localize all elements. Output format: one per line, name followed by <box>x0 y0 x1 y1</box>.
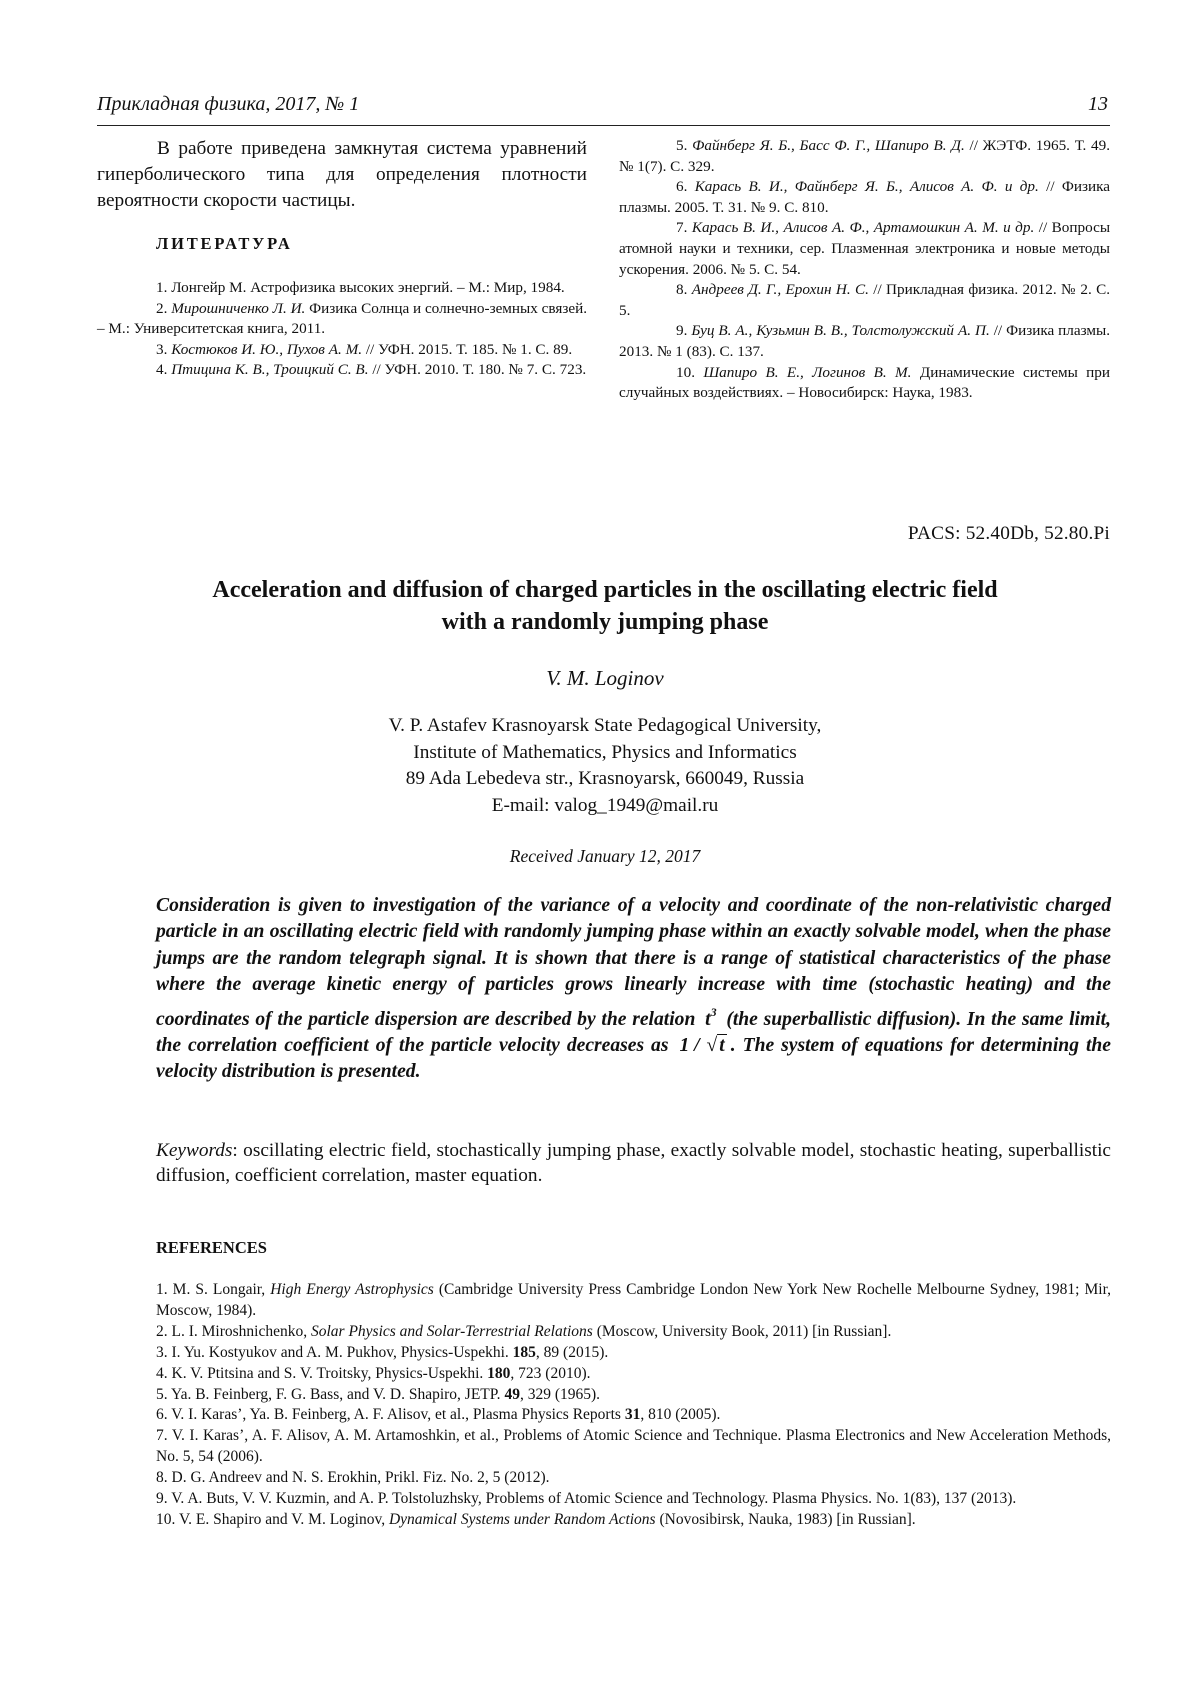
reference-item <box>619 218 1110 280</box>
reference-authors: Файнберг Я. Б., Басс Ф. Г., Шапиро В. Д. <box>692 137 965 154</box>
reference-item <box>97 278 587 299</box>
sqrt-icon: √ <box>707 1035 718 1056</box>
reference-item <box>619 363 1110 404</box>
reference-item <box>156 1385 1111 1406</box>
reference-authors: Карась В. И., Файнберг Я. Б., Алисов А. Ф. и др. <box>695 178 1039 195</box>
affiliation-line: 89 Ada Lebedeva str., Krasnoyarsk, 660049, Russia <box>100 766 1110 793</box>
reference-text: (Moscow, University Book, 2011) [in Russian]. <box>593 1323 892 1340</box>
reference-text: // Физика плазмы. 2013. № 1 (83). С. 137. <box>619 322 1110 360</box>
reference-text: , 723 (2010). <box>510 1365 590 1382</box>
reference-text: // УФН. 2010. Т. 180. № 7. С. 723. <box>372 361 586 378</box>
abstract-text: (the superballistic diffusion). In the same limit, the correlation coefficient of the particle velocity decreases as <box>156 1009 1111 1056</box>
page-number: 13 <box>1088 93 1108 116</box>
reference-volume: 31 <box>625 1406 641 1423</box>
affiliation-line: Institute of Mathematics, Physics and Informatics <box>100 740 1110 767</box>
reference-item <box>619 136 1110 177</box>
reference-text: D. G. Andreev and N. S. Erokhin, Prikl. Fiz. No. 2, 5 (2012). <box>172 1469 550 1486</box>
reference-text: V. I. Karas’, Ya. B. Feinberg, A. F. Alisov, et al., Plasma Physics Reports <box>171 1406 625 1423</box>
reference-number: 6. <box>676 178 687 195</box>
reference-number: 8. <box>156 1468 168 1489</box>
reference-text: K. V. Ptitsina and S. V. Troitsky, Physics-Uspekhi. <box>172 1365 488 1382</box>
references-heading: REFERENCES <box>156 1238 267 1258</box>
reference-text: // Вопросы атомной науки и техники, сер. Плазменная электроника и новые методы ускорения. 2006. № 5. С. 54. <box>619 219 1110 277</box>
reference-text: L. I. Miroshnichenko, <box>172 1323 311 1340</box>
keywords-label: Keywords <box>156 1140 232 1161</box>
reference-volume: 49 <box>504 1386 520 1403</box>
abstract <box>156 893 1111 1086</box>
reference-text: , 810 (2005). <box>640 1406 720 1423</box>
reference-text: Лонгейр М. Астрофизика высоких энергий. – М.: Мир, 1984. <box>171 279 565 296</box>
reference-number: 2. <box>156 300 167 317</box>
reference-item <box>156 1510 1111 1531</box>
reference-text: // Прикладная физика. 2012. № 2. С. 5. <box>619 281 1110 319</box>
reference-text: // УФН. 2015. Т. 185. № 1. С. 89. <box>366 341 572 358</box>
reference-item <box>156 1468 1111 1489</box>
formula-inverse-sqrt-t: 1 / √ t <box>679 1033 726 1059</box>
reference-item <box>156 1322 1111 1343</box>
reference-text: M. S. Longair, <box>173 1281 271 1298</box>
reference-number: 10. <box>156 1510 175 1531</box>
reference-number: 9. <box>156 1489 168 1510</box>
reference-text: , 89 (2015). <box>536 1344 608 1361</box>
reference-number: 1. <box>156 1280 168 1301</box>
reference-text: , 329 (1965). <box>520 1386 600 1403</box>
journal-title: Прикладная физика, 2017, № 1 <box>97 93 359 116</box>
journal-page <box>0 0 1200 1698</box>
reference-title: Solar Physics and Solar-Terrestrial Relations <box>311 1323 593 1340</box>
reference-volume: 180 <box>487 1365 510 1382</box>
keywords-text: : oscillating electric field, stochastically jumping phase, exactly solvable model, stochastic heating, superballistic diffusion, coefficient correlation, master equation. <box>156 1140 1111 1186</box>
reference-item <box>156 1489 1111 1510</box>
abstract-text: . The system of equations for determining the velocity distribution is presented. <box>156 1035 1111 1082</box>
reference-text: I. Yu. Kostyukov and A. M. Pukhov, Physics-Uspekhi. <box>172 1344 513 1361</box>
reference-authors: Буц В. А., Кузьмин В. В., Толстолужский А. П. <box>691 322 989 339</box>
reference-authors: Птицина К. В., Троицкий С. В. <box>171 361 368 378</box>
reference-authors: Мирошниченко Л. И. <box>171 300 305 317</box>
reference-number: 5. <box>156 1385 168 1406</box>
author-affiliation <box>100 713 1110 819</box>
reference-item <box>156 1343 1111 1364</box>
reference-text: (Cambridge University Press Cambridge London New York New Rochelle Melbourne Sydney, 1981; Mir, Moscow, 1984). <box>156 1281 1111 1319</box>
reference-volume: 185 <box>513 1344 536 1361</box>
reference-number: 7. <box>676 219 687 236</box>
title-line: Acceleration and diffusion of charged particles in the oscillating electric field <box>100 574 1110 606</box>
reference-number: 4. <box>156 1364 168 1385</box>
reference-text: // ЖЭТФ. 1965. Т. 49. № 1(7). С. 329. <box>619 137 1110 175</box>
reference-text: Ya. B. Feinberg, F. G. Bass, and V. D. Shapiro, JETP. <box>171 1386 505 1403</box>
reference-item <box>619 280 1110 321</box>
reference-number: 10. <box>676 364 695 381</box>
reference-item <box>97 299 587 340</box>
reference-authors: Костюков И. Ю., Пухов А. М. <box>171 341 362 358</box>
reference-item <box>156 1280 1111 1322</box>
reference-number: 6. <box>156 1405 168 1426</box>
received-date: Received January 12, 2017 <box>100 846 1110 867</box>
reference-item <box>619 177 1110 218</box>
reference-list <box>156 1280 1111 1531</box>
reference-text: Физика Солнца и солнечно-земных связей. – М.: Университетская книга, 2011. <box>97 300 587 338</box>
reference-number: 3. <box>156 341 167 358</box>
closing-paragraph: В работе приведена замкнутая система уравнений гиперболического типа для определения плотности вероятности скорости частицы. <box>97 136 587 214</box>
article-title <box>100 574 1110 638</box>
reference-number: 3. <box>156 1343 168 1364</box>
reference-number: 9. <box>676 322 687 339</box>
reference-number: 8. <box>676 281 687 298</box>
author-name: V. M. Loginov <box>100 666 1110 691</box>
reference-text: V. E. Shapiro and V. M. Loginov, <box>179 1511 389 1528</box>
reference-item <box>97 360 587 381</box>
russian-reference-list-continued <box>619 136 1110 404</box>
reference-number: 1. <box>156 279 167 296</box>
running-header <box>97 93 1110 126</box>
reference-number: 2. <box>156 1322 168 1343</box>
reference-item <box>97 340 587 361</box>
reference-text: Динамические системы при случайных воздействиях. – Новосибирск: Наука, 1983. <box>619 364 1110 402</box>
reference-text: (Novosibirsk, Nauka, 1983) [in Russian]. <box>656 1511 916 1528</box>
reference-number: 5. <box>676 137 687 154</box>
reference-text: // Физика плазмы. 2005. Т. 31. № 9. С. 810. <box>619 178 1110 216</box>
reference-item <box>619 321 1110 362</box>
russian-reference-list <box>97 278 587 381</box>
reference-item <box>156 1364 1111 1385</box>
literature-heading: ЛИТЕРАТУРА <box>156 234 587 260</box>
reference-title: Dynamical Systems under Random Actions <box>389 1511 656 1528</box>
reference-text: V. I. Karas’, A. F. Alisov, A. M. Artamoshkin, et al., Problems of Atomic Science and Technique. Plasma Electronics and New Acceleration Methods, No. 5, 54 (2006). <box>156 1427 1111 1465</box>
reference-item <box>156 1405 1111 1426</box>
reference-number: 7. <box>156 1426 168 1447</box>
reference-text: V. A. Buts, V. V. Kuzmin, and A. P. Tolstoluzhsky, Problems of Atomic Science and Technology. Plasma Physics. No. 1(83), 137 (2013). <box>171 1490 1016 1507</box>
reference-number: 4. <box>156 361 167 378</box>
reference-title: High Energy Astrophysics <box>270 1281 434 1298</box>
affiliation-line: V. P. Astafev Krasnoyarsk State Pedagogical University, <box>100 713 1110 740</box>
formula-t-cubed: t3 <box>705 999 716 1033</box>
right-column <box>619 136 1110 404</box>
left-column <box>97 136 587 381</box>
reference-authors: Карась В. И., Алисов А. Ф., Артамошкин А. М. и др. <box>692 219 1034 236</box>
reference-item <box>156 1426 1111 1468</box>
pacs-codes: PACS: 52.40Db, 52.80.Pi <box>908 523 1110 545</box>
keywords <box>156 1138 1111 1188</box>
title-line: with a randomly jumping phase <box>100 606 1110 638</box>
email-line: E-mail: valog_1949@mail.ru <box>100 793 1110 820</box>
reference-authors: Шапиро В. Е., Логинов В. М. <box>703 364 911 381</box>
reference-authors: Андреев Д. Г., Ерохин Н. С. <box>692 281 869 298</box>
abstract-text: Consideration is given to investigation of the variance of a velocity and coordinate of the non-relativistic charged particle in an oscillating electric field with randomly jumping phase within an exactly solvable model, when the phase jumps are the random telegraph signal. It is shown that there is a range of statistical characteristics of the phase where the average kinetic energy of particles grows linearly increase with time (stochastic heating) and the coordinates of the particle dispersion are described by the relation <box>156 895 1111 1030</box>
